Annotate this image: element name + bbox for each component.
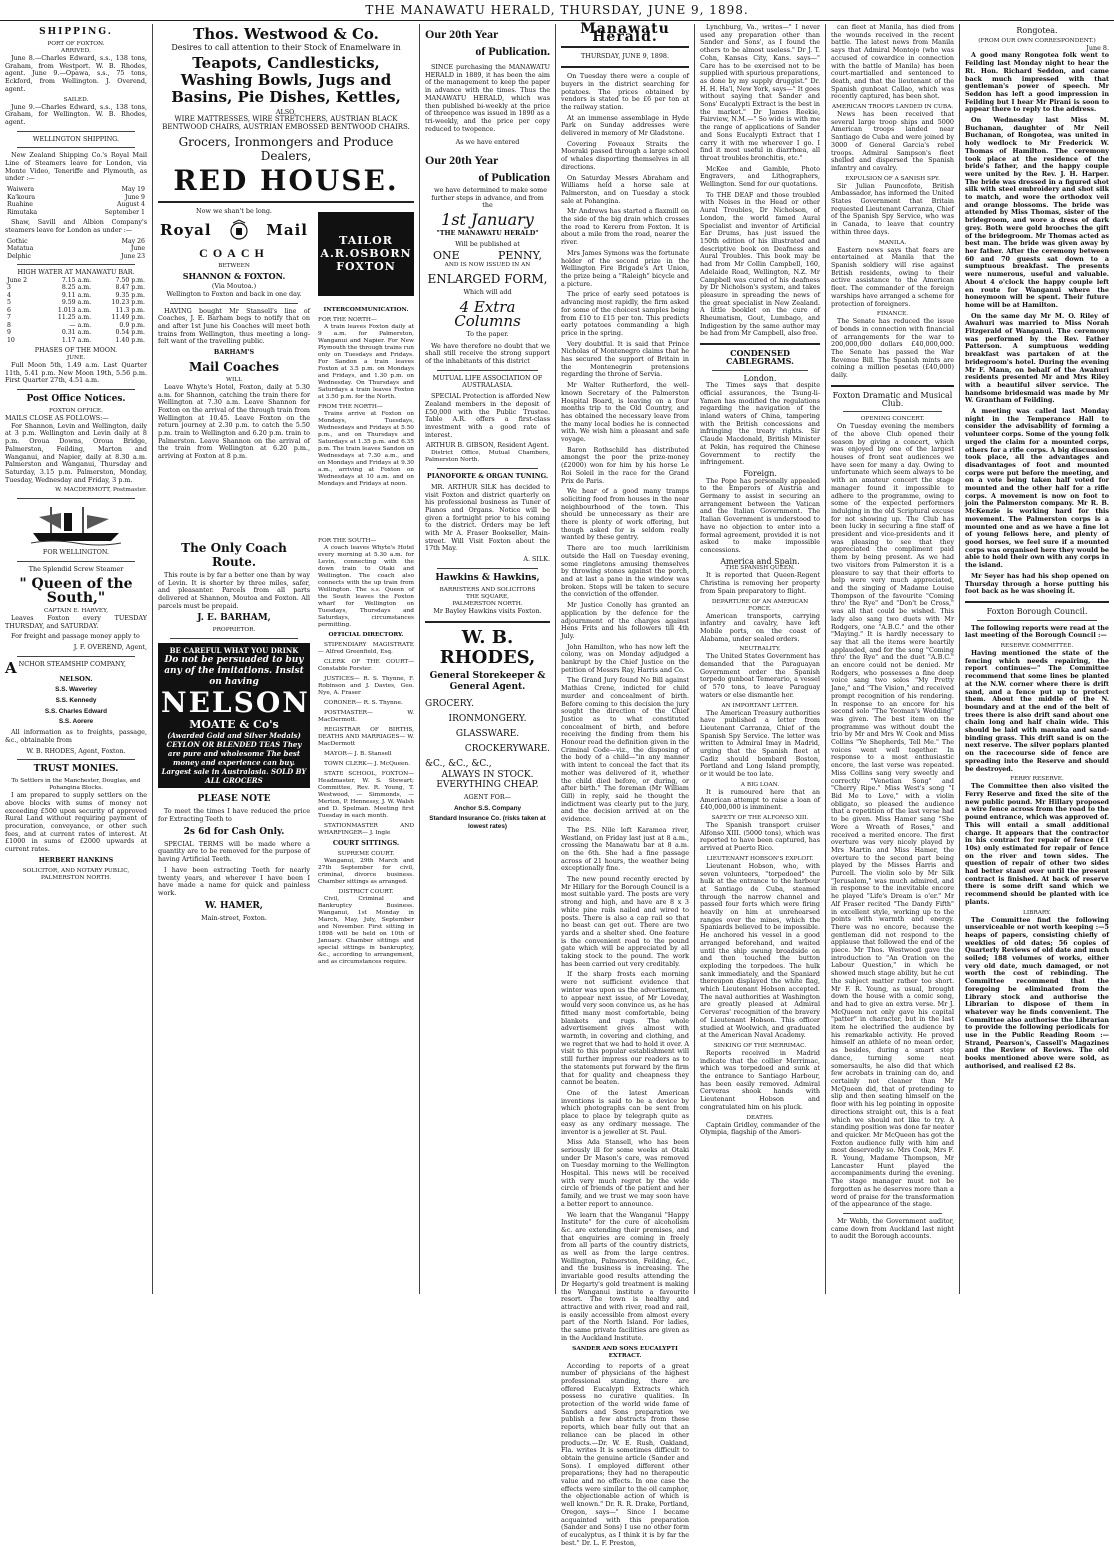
table-row: Delphic June 23	[5, 253, 147, 261]
route-text: This route is by far a better one than by way of Levin. It is shorter by three miles, safer, and pleasanter. Parcels from all parts delivered at Shannon, Moutoa and Foxton. All parcels must be prepaid.	[158, 572, 310, 611]
table-row: 9 0.31 a.m. 0.54 p.m.	[5, 329, 147, 337]
troops-text: News has been received that several large troop ships and 5000 American troops landed near Santiago de Cuba and were joined by 3000 of General Garcia's rebel troops. Admiral Sampson's fleet shelled and dispersed the Spanish infantry and cavalry.	[831, 111, 954, 173]
news-paragraph: Covering Foveaux Straits the Moeraki passed through a large school of whales disporting themselves in all directions.	[561, 141, 689, 172]
red-house-heading: RED HOUSE.	[158, 166, 414, 196]
news-paragraph: On Tuesday there were a couple of buyers in the district searching for potatoes. The prices obtained by vendors is stated to be £6 per ton at the railway station.	[561, 73, 689, 112]
loan-heading: A BIG LOAN.	[700, 782, 820, 789]
published-label: Will be published at	[425, 241, 550, 249]
post-office-sub: FOXTON OFFICE.	[5, 408, 147, 415]
herbert-hankins: HERBERT HANKINS	[5, 857, 147, 865]
determined-text: we have determined to make some further steps in advance, and from the	[425, 187, 550, 210]
deaths-heading: DEATHS.	[700, 1115, 820, 1122]
sailed-label: SAILED.	[5, 97, 147, 104]
nelson-tea-ad: BE CAREFUL WHAT YOU DRINK Do not be persuaded to buy any of the imitations. Insist on having NELSON MOATE & Co's (Awarded Gold and Silver Medals) CEYLON OR BLENDED TEAS They are pure and wholesome The best money and experience can buy. Largest sale in Australasia. SOLD BY ALL GROCERS	[158, 643, 310, 788]
news-paragraph: The P.S. Nile left Karamea river, Westland, on Friday last just at 8 a.m., crossing the Manawatu bar at 8 a.m. on the 6th. She had a fine passage across of 21 hours, the weather being exceptionally fine.	[561, 827, 689, 873]
masthead: THE MANAWATU HERALD, THURSDAY, JUNE 9, 1898.	[0, 0, 1114, 21]
shannon-foxton: SHANNON & FOXTON.	[158, 273, 310, 281]
news-paragraph: We hear of a good many tramps soliciting food from houses in the near neighbourhood of the town. This should be unnecessary as their are there is plenty of work offering, but though asked for is seldom really wanted by these gentry.	[561, 488, 689, 542]
special-text: SPECIAL TERMS will be made where a quantity are to be removed for the purpose of having Artificial Teeth.	[158, 841, 310, 864]
arrived-label: ARRIVED.	[5, 48, 147, 55]
palmerston-label: PALMERSTON NORTH.	[425, 601, 550, 608]
gibson-name: ARTHUR B. GIBSON, Resident Agent.	[425, 442, 550, 450]
rongotea-heading: Rongotea.	[965, 27, 1109, 35]
news-paragraph: The Grand Jury found No Bill against Mathias Crene, indicted for child murder and concealment of birth. Before coming to this decision the jury sought the direction of the Chief Justice as to what constituted concealment of birth, and before receiving the finding from them his Honour read the definition given in the Criminal Code—viz., the disposing of the body of a child—"in any manner with intent to conceal the fact that its mother was delivered of it, whether the child died before, or during, or after birth." The foreman (Mr William Gill) in reply, said he thought the indictment was clearly put to the jury, and the decision arrived at on the evidence.	[561, 677, 689, 823]
news-paragraph: At an immense assemblage in Hyde Park on Sunday addresses were delivered in memory of Mr Gladstone.	[561, 115, 689, 138]
table-row: 10 1.17 a.m. 1.40 p.m.	[5, 337, 147, 345]
entered-label: As we have entered	[425, 139, 550, 147]
herald-title: Manawatu Herald.	[561, 26, 689, 41]
sander-heading: SANDER AND SONS EUCALYPTI EXTRACT.	[561, 1346, 689, 1360]
concert-text: On Tuesday evening the members of the above Club opened their season by giving a concert, which was enjoyed by one of the largest houses of front seat audiences we have seen for many a day. Owing to unfortunate which seem always to be with an amateur concert the stage manager found it impossible to adhere to the programme, owing to some of the expected performers indulging in the old Scriptural excuse for not showing up. The Club has been lucky in securing a fine staff of president and vice-presidents and it was pleasing to see that they appreciated the compliment paid them by being present. As we had two visitors from Palmerston it is a pleasure to say that their efforts to help were very much appreciated, and the singing of Madame Louise Thompson of the favourite "Coming thro' the Rye" and "Don't be Cross," was all that could be wished. This lady also sang two duets with Mr Rodgers, one "A.B.C." and the other "Maying." It is hardly necessary to say that all the items were heartily applauded, and for the song "Coming thro' the Rye" and the duet "A.B.C." an encore could not be denied. Mr Rodgers, who possesses a fine deep voice sang two solos "My Pretty Jane," and "The Vision," and received prompt recognition of his rendering. In response to an encore for his second solo "The Yeoman's Wedding" was given. The best item on the programme was without doubt the trio by Mr and Mrs W. Cook and Miss Collins "Ye Shepherds, Tell Me." The voices went well together. In response to a most enthusiastic encore, the last verse was repeated. Miss Collins sang very sweetly and correctly "Venetian Song" and "Cherry Ripe." Miss West's song "I Bid Me to Love," with a violin obligato, so pleased the audience that a repetition of the last verse had to be given. Miss Hamer sang "She Wore a Wreath of Roses," and received a merited encore. The first overture was very nicely played by Mrs Martin and Miss Hamer, the overture to the second part being played by the Misses Harris and Purcell. The violin solo by Mr Silk "Jerusalem," was much admired, and in response to the inevitable encore he played "Life's Dream is o'er." Mr Alf Fraser recited "The Dandy Fifth" in excellent style, working up to the points with warmth and energy. There was no encore, because the gentleman did not respond to the applause that followed the end of the piece. Mr Thos. Westwood gave the introduction to "An Oration on the Labour Question," in which he showed much stage ability, but he cut the subject matter rather too short. Mr F. R. Young, as usual, brought down the house with a comic song, and had to give an extra verse. Mr J. McQueen not only gave his capital "patter" in character, but in the last item he electrified the audience by his remarkable activity. He proved himself an athlete of no mean order, as besides, during a smart step dance, turning some neat somersaults, he also did that which few acrobats in training can do, and certainly not cleaner than Mr McQueen did, that of pretending to slip and then seating himself on the floor with his leg pointing in opposite directions straight out, this is a feat which we should not like to try. A standing position was done far neater and quicker. Mr McQueen has got the Foxton audience fully with him and most deservedly so. Mrs Cook, Mrs F. R. Young, Madame Thompson, Mr Lancaster Hunt played the accompaniments during the evening. The stage manager must not be forgotten as he deserves more than a word of praise for the transformation of the appearance of the stage.	[831, 423, 954, 1209]
hamer-name: W. HAMER,	[158, 901, 310, 912]
storekeeper-label: General Storekeeper & General Agent.	[425, 671, 550, 693]
of-publication: of Publication.	[425, 44, 550, 58]
having-text: HAVING bought Mr Stansell's line of Coaches, J. E. Barham begs to notify that on and after 1st June his Coaches will meet both trains from Wellington, thus meeting a long-felt want of the travelling public.	[158, 308, 310, 347]
moon-month: JUNE.	[5, 355, 147, 362]
official-directory-heading: OFFICIAL DIRECTORY.	[318, 632, 414, 639]
district-text: Civil, Criminal and Bankruptcy Business. Wanganui, 1st Monday in March, May, July, September and November. First sitting in 1898 will be held on 10th of January. Chamber sittings and special sittings in bankruptcy, &c., according to arrangement, and as circumstances require.	[318, 896, 414, 966]
news-paragraph: We learn that the Wanganui "Happy Institute" for the cure of alcoholism &c. are extending their premises, and that enquiries are coming in freely from all parts of the country districts, as well as from the large centres. Wellington, Palmerston, Feilding, &c., and the business is increasing. The invariable good results attending the Dr Hegarty's gold treatment is making the Wanganui institute a favourite resort. The town is healthy and attractive and with river, road and rail, is easily accessible from almost every part of the North Island. For ladies, the same private facilities are given as in the Auckland Institute.	[561, 1212, 689, 1343]
therefore-text: We have therefore no doubt that we shall still receive the strong support of the inhabitants of this district	[425, 343, 550, 366]
rhodes-heading: W. B. RHODES,	[425, 628, 550, 668]
mcgee-text: McKee and Gamble, Photo Engravers, and Lithographers, Wellington. Send for our quotations.	[700, 166, 820, 189]
of-publication-2: of Publication	[425, 170, 550, 184]
letter-heading: AN IMPORTANT LETTER.	[700, 703, 820, 710]
table-row: Rimutaka September 1	[5, 209, 147, 217]
directory-item: STATIONMASTER AND WHARFINGER— J. Ingle	[318, 823, 414, 837]
district-office: District Office, Mutual Chambers, Palmerston North.	[425, 450, 550, 464]
directory-item: CORONER— R. S. Thynne.	[318, 700, 414, 707]
royal-label: Royal	[160, 227, 212, 235]
directory-item: TOWN CLERK— J. McQueen.	[318, 761, 414, 768]
lower-left-ads	[158, 538, 310, 923]
anchor-company: ANCHOR STEAMSHIP COMPANY,	[5, 661, 147, 669]
news-paragraph: John Hamilton, who has now left the colony, was on Monday adjudged a bankrupt by the Chief Justice on the petition of Messrs Ray, Harris and Co.	[561, 644, 689, 675]
america-heading: America and Spain.	[700, 558, 820, 566]
mail-label: Mail	[266, 227, 308, 235]
bayley-label: Mr Bayley Hawkins visits Foxton.	[425, 608, 550, 616]
directory-item: STATE SCHOOL, FOXTON— Headmaster, W. S. Stewart; Committee, Rev. R. Young, T. Westwood, — Simmonds, — Merton, P. Hennessy, J. W. Walsh and D. Spelman. Meeting first Tuesday in each month.	[318, 771, 414, 820]
moon-text: Full Moon 5th, 1.49 a.m. Last Quarter 11th, 5.41 p.m. New Moon 19th, 5.56 p.m. First Quarter 27th, 4.51 a.m.	[5, 362, 147, 385]
rongotea-paragraph: A meeting was called last Monday night in the Temperance Hall to consider the advisability of forming a volunteer corps. Some of the young folk urged the claim for a mounted corps, others for a rifle corps. A big discussion took place, all the advantages and disadvantages of foot and mounted corps were put before the meeting, and on a vote being taken half voted for mounted and the other half for a rifle corps. A movement is now on foot to join the Palmerston company. Mr R. B. McKenzie is working hard for this movement. The Palmerston corps is a mounted one and as we have a fine lot of young fellows here, and plenty of good horses, we feel sure if a mounted corps was organised here they would be able to hold their own with any corps in the island.	[965, 408, 1109, 570]
nz-shipping-table	[5, 186, 147, 216]
our-20th-year-2: Our 20th Year	[425, 153, 550, 167]
via-label: (Via Moutoa.)	[158, 283, 310, 291]
coach-left	[158, 208, 310, 464]
our-20th-year: Our 20th Year	[425, 27, 550, 41]
column-advertisements	[153, 24, 419, 1294]
inter-text: A train leaves Foxton daily at 9 a.m. for Palmerston, Wanganui and Napier. For New Plymouth the through trains run only on Tuesdays and Fridays. For Sandon a train leaves Foxton at 3.5 p.m. on Mondays and Fridays, and 1.30 p.m. on Wednesday. On Thursdays and Saturdays a train leaves Foxton at 3.50 p.m. for the North.	[318, 324, 414, 401]
barham-name: J. E. BARHAM,	[158, 613, 310, 624]
royal-mail-row	[160, 220, 308, 242]
news-paragraph: The price of early seed potatoes is advancing most rapidly, the firm asked for some of the choicest samples being from £10 to £15 per ton. This predicts early potatoes commanding a high price in the spring.	[561, 291, 689, 337]
news-paragraph: One of the latest American inventions is said to be a device by which photographs can be sent from place to place by telegraph quite as easy as any ordinary message. The inventor is a jeweller at St. Paul.	[561, 1090, 689, 1136]
supreme-court-label: SUPREME COURT.	[318, 851, 414, 858]
sander-continued: Lynchburg, Va., writes—" I never used any preparation other than Sander and Sons', as I found the others to be almost useless." Dr J. T. Cohn, Kansas City, Kans. says—" Care has to be exercised not to be supplied with spurious preparations, as done by my supply druggist." Dr. H. H. Ha'l, New York, says—" It goes without saying that Sander and Sons' Eucalypti Extract is the best in the market." Dr James Reekie, Fairview, N.M.—" So wide is with me the range of applications of Sander and Sons Eucalypti Extract that I carry it with me wherever I go. I find it most useful in diarrhœa, all throat troubles bronchitis, etc."	[700, 24, 820, 163]
library-text: The Committee find the following unserviceable or not worth keeping :—5 heaps of papers, consisting chiefly of weeklies of old dates; 56 copies of Quarterly Reviews of old date and much soiled; 188 volumes of works, either very old date, much damaged, or not worth the cost of rebinding. The Committee recommend that the foregoing be eliminated from the Library stock and authorise the Librarian to dispose of them in whatever way he finds convenient. The Committee also authorise the Librarian to provide the following periodicals for use in the Public Reading Room :—Strand, Pearson's, Cassell's Magazines and the Review of Reviews. The old books mentioned above were sold, as authorised, and realised £2 8s.	[965, 917, 1109, 1071]
shaw-text: Shaw, Savill and Albion Company's steamers leave for London as under :—	[5, 219, 147, 234]
between-label: BETWEEN	[158, 263, 310, 270]
south-text: A coach leaves Whyte's Hotel every morning at 5.30 a.m. for Levin, connecting with the down train to Otaki and Wellington. The coach also connects with the up train from Wellington. The s.s. Queen of the South leaves the Foxton wharf for Wellington on Tuesdays, Thursdays and Saturdays, circumstances permitting.	[318, 545, 414, 629]
barhams-label: BARHAM'S	[158, 349, 310, 357]
square-label: THE SQUARE,	[425, 594, 550, 601]
hobson-heading: LIEUTENANT HOBSON'S EXPLOIT.	[700, 856, 820, 863]
table-row: 4 9.11 a.m. 9.35 p.m.	[5, 292, 147, 300]
standard-label: Standard Insurance Co. (risks taken at lowest rates)	[425, 815, 550, 830]
always-label: ALWAYS IN STOCK.	[425, 772, 550, 780]
column-shipping	[0, 24, 152, 1294]
opening-heading: OPENING CONCERT.	[831, 416, 954, 423]
alfonso-heading: SAFETY OF THE ALFONSO XIII.	[700, 815, 820, 822]
news-paragraph: Mrs James Symons was the fortunate holder of the second prize in the Wellington Fire Brigade's Art Union, the prize being a "Raleigh" bicycle and a picture.	[561, 250, 689, 289]
arrived-text: June 8.—Charles Edward, s.s., 138 tons, Graham, from Westport. W. B. Rhodes, agent. June 9.—Opawa, s.s., 75 tons, Eckford, from Wellington. J. Overend, agent.	[5, 55, 147, 94]
from-north-text: Trains arrive at Foxton on Mondays, Tuesdays, Wednesdays and Fridays at 5.50 p.m., and on Thursdays and Saturdays at 1.35 p.m. and 6.35 p.m. The train leaves Sandon on Wednesdays at 7.30 a.m., and on Mondays and Fridays at 9.30 a.m., arriving at Foxton on Wednesdays at 10 a.m. and on Mondays and Fridays at noon.	[318, 411, 414, 488]
coach-times-text: Leave Whyte's Hotel, Foxton, daily at 5.30 a.m. for Shannon, catching the train there for Wellington at 7.30 a.m. Leave Shannon for Foxton on the arrival of the through train from Wellington at 10.45. Leave Foxton on the return journey at 2.30 p.m. to catch the 5.50 p.m. train to Wellington and 6.20 p.m. train to Palmerston. Leave Shannon on the arrival of the train from Wellington at 6.20 p.m., arriving at Foxton at 8 p.m.	[158, 384, 310, 461]
table-row: 7 11.25 a.m. 11.49 p.m.	[5, 314, 147, 322]
column-rongotea	[960, 24, 1114, 1294]
shipping-heading: SHIPPING.	[5, 27, 147, 38]
force-heading: DEPARTURE OF AN AMERICAN FORCE.	[700, 599, 820, 613]
one-label: ONE	[433, 252, 460, 260]
please-note-heading: PLEASE NOTE	[158, 794, 310, 805]
overend-agent: J. F. OVEREND, Agent,	[5, 644, 147, 652]
council-text: The following reports were read at the last meeting of the Borough Council :—	[965, 625, 1109, 640]
now-label: Now we shan't be long.	[158, 208, 310, 216]
also-label: ALSO,	[158, 109, 414, 117]
news-paragraph: There are too much larrikinism outside the Hall on Tuesday evening, some ringletons amusing themselves by throwing stones against the porch, and at last a pane in the window was broken. Steps will be taken to secure the conviction of the offender.	[561, 545, 689, 599]
tide-heading: HIGH WATER AT MANAWATU BAR.	[5, 269, 147, 277]
trust-monies-heading: TRUST MONIES.	[5, 764, 147, 775]
news-paragraph: If the sharp frosts each morning were not sufficient evidence that winter was upon us the advertisement, to appear next issue, of Mr Loveday, would very soon convince us, as he has fitted many most comfortable, being blankets and rugs. The whole advertisement gives almost with warmth, in covering and clothing, and we regret that we had to hold it over. A visit to this popular establishment will still further impress our readers as to the statements put forward by the firm that for quality and cheapness they cannot be beaten.	[561, 971, 689, 1087]
manila-heading: MANILA.	[831, 240, 954, 247]
column-cablegrams	[695, 24, 825, 1294]
neutrality-heading: NEUTRALITY.	[700, 646, 820, 653]
nz-shipping-text: New Zealand Shipping Co.'s Royal Mail Line of Steamers leave for London, via Monte Video, Teneriffe and Plymouth, as under :—	[5, 152, 147, 183]
ship-waverley: S.S. Waverley	[5, 686, 147, 694]
shaw-table	[5, 238, 147, 261]
list-item: GLASSWARE.	[425, 727, 550, 742]
price-label: 2s 6d for Cash Only.	[158, 827, 310, 838]
correspondent-label: (FROM OUR OWN CORRESPONDENT.)	[965, 38, 1109, 45]
captain-label: CAPTAIN E. HARVEY,	[5, 608, 147, 615]
finance-text: The Senate has reduced the issue of bonds in connection with financial of arrangements for the war to 200,000,000 dollars £40,000,000. The Senate has passed the War Revenue Bill. The Spanish mints are coining a million pesetas (£40,000) daily.	[831, 318, 954, 380]
manila-text: Eastern news says that fears are entertained at Manila that the Spanish soldiery will rise against British residents, owing to their active assistance to the American fleet. The commander of the foreign warships have arranged a scheme for protection of foreigners.	[831, 247, 954, 309]
intercommunication-heading: INTERCOMMUNICATION.	[318, 307, 414, 314]
wellington-in-label: Wellington to Foxton and back in one day.	[158, 291, 310, 299]
table-row: Ruahine August 4	[5, 201, 147, 209]
news-paragraph: Mr Justice Conolly has granted an application by the defence for the adjournment of the charges against Hens Frits and his followers till 4th July.	[561, 602, 689, 641]
london-text: The Times says that despite official assurances, the Tsung-li-Yamen has modified the regulations regarding the navigation of the inland waters of China, tampering with the British concessions and infringing the treaty rights. Sir Claude Macdonald, British Minister at Pekin, has required the Chinese Government to rectify the infringement.	[700, 382, 820, 467]
leaves-text: Leaves Foxton every TUESDAY THURSDAY, and SATURDAY.	[5, 615, 147, 630]
splendid-label: The Splendid Screw Steamer	[5, 566, 147, 574]
drop-cap: A	[5, 661, 17, 676]
mutual-text: SPECIAL Protection is afforded New Zealand members in the deposit of £50,000 with the Public Trustee. Table A.R. offers a first-class investment with a good rate of interest.	[425, 393, 550, 439]
everything-label: EVERYTHING CHEAP.	[425, 782, 550, 790]
first-january: 1st January	[425, 213, 550, 227]
wellington-shipping-heading: WELLINGTON SHIPPING.	[5, 136, 147, 144]
hawkins-heading: Hawkins & Hawkins,	[425, 573, 550, 584]
which-label: Which will add	[425, 289, 550, 297]
neutrality-text: The United States Government has demanded that the Paraguayan Government order the Spanish torpedo gunboat Temerario, a vessel of 570 tons, to leave Paraguay waters or else dismantle her.	[700, 653, 820, 699]
foreign-text: The Pope has personally appealed to the Emperors of Austria and Germany to assist in securing an arrangement between the Vatican and the Italian Government. The Italian Government is understood to have no objection to enter into a formal agreement, provided it is not asked to make impossible concessions.	[700, 478, 820, 555]
penny-label: PENNY,	[498, 252, 542, 260]
force-text: American transports, carrying infantry and cavalry, have left Mobile ports, on the coast of Alabama, under sealed orders.	[700, 613, 820, 644]
desires-text: Desires to call attention to their Stock of Enamelware in	[158, 44, 414, 52]
letter-text: The American Treasury authorities have published a letter from Lieutenant Carranza, Chief of the Spanish Spy Service. The letter was written to Admiral Imay in Madrid, urging that the Spanish fleet at Cadiz should bombard Boston, Portland and Long Island promptly, or it would be too late.	[700, 710, 820, 779]
post-office-heading: Post Office Notices.	[5, 394, 147, 405]
table-row: Gothic May 26	[5, 238, 147, 246]
merrimac-text: Reports received in Madrid indicate that the collier Merrimac, which was torpedoed and sunk at the entrance to Santiago Harbour, has been easily removed. Admiral Cerveras shook hands with Lieutenant Hobson and congratulated him on his pluck.	[700, 1050, 820, 1112]
mail-coaches-heading: Mail Coaches	[158, 360, 310, 374]
district-court-label: DISTRICT COURT.	[318, 889, 414, 896]
rhodes-agent: W. B. RHODES, Agent, Foxton.	[5, 748, 147, 756]
lower-ads	[158, 538, 414, 1098]
supreme-text: Wanganui, 29th March and 27th September for civil, criminal, divorce business. Chamber sittings as arranged.	[318, 858, 414, 886]
trust-text: I am prepared to supply settlers on the above blocks with sums of money not exceeding £500 upon security of approved Rural Land without requiring payment of procuration, conveyance, or other such fees, and at current rates of interest. At £1000 in sums of £2000 upwards at current rates.	[5, 792, 147, 854]
library-heading: LIBRARY.	[965, 910, 1109, 917]
nelson-label: NELSON.	[5, 676, 147, 684]
silk-name: A. SILK.	[425, 556, 550, 564]
ferry-heading: FERRY RESERVE.	[965, 776, 1109, 783]
rongotea-paragraph: On the same day Mr M. O. Riley of Awahuri was married to Miss Norah Fitzgerald of Wanganui. The ceremony was performed by the Rev. Father Patterson. A sumptuous wedding breakfast was partaken of at the bridegroom's hotel. During the evening Mr F. Mann, on behalf of the Awahuri residents presented Mr and Mrs Riley with a beautiful silver service. The handsome bridesmaid was made by Mr W. Grantham of Feilding.	[965, 313, 1109, 405]
table-row: 8 — a.m. 0.9 p.m.	[5, 322, 147, 330]
queen-heading: THE SPANISH QUEEN.	[700, 565, 820, 572]
extra-columns: 4 Extra Columns	[425, 300, 550, 328]
sander-text: According to reports of a great number of physicians of the highest professional standing, there are offered Eucalypti Extracts which possess no curative qualities. In protection of the world wide fame of Sanders and Sons preparation we publish a few abstracts from these reports, which bear fully out that an reliance can be placed in other products.—Dr. W. E. Rush, Oakland, Fla. writes It is sometimes difficult to obtain the genuine article (Sander and Sons). I employed different other preparations; they had no therapeutic value and no effects. In one case the effects were similar to the oil camphor, the objectionable action of which is well known." Dr. R. R. Drake, Portland, Oregon, says—" Since I became acquainted with this preparation (Sander and Sons) I use no other form of eucalyptus, as I think it is by far the best." Dr. L. F. Preston,	[561, 1363, 689, 1547]
queen-text: It is reported that Queen-Regent Christina is removing her property from Spain preparatory to flight.	[700, 572, 820, 595]
wire-text: WIRE MATTRESSES, WIRE STRETCHERS, AUSTRIAN BLACK BENTWOOD CHAIRS, AUSTRIAN EMBOSSED BENTWOOD CHAIRS.	[158, 116, 414, 131]
will-label: WILL	[158, 377, 310, 384]
barristers-label: BARRISTERS AND SOLICITORS	[425, 587, 550, 594]
column-concert	[826, 24, 959, 1294]
solicitor-label: SOLICITOR, AND NOTARY PUBLIC, PALMERSTON NORTH.	[5, 868, 147, 882]
troops-heading: AMERICAN TROOPS LANDED IN CUBA.	[831, 104, 954, 111]
hamer-address: Main-street, Foxton.	[158, 915, 310, 923]
from-north-label: FROM THE NORTH—	[318, 404, 414, 411]
table-row: Ka'koura June 9	[5, 194, 147, 202]
postmaster-sign: W. MACDERMOTT, Postmaster.	[5, 487, 147, 494]
table-row: 5 9.59 a.m. 10.23 p.m.	[5, 299, 147, 307]
list-item: CROCKERYWARE.	[425, 742, 550, 757]
coach-section	[158, 208, 414, 538]
table-row: Matatua June	[5, 245, 147, 253]
to-paper-label: To the paper.	[425, 331, 550, 339]
directory-item: POSTMASTER— W. MacDermott.	[318, 710, 414, 724]
table-row: Waiwera May 19	[5, 186, 147, 194]
hobson-text: Lieutenant Hobson, who, with seven volunteers, "torpedoed" the hulk at the entrance to the harbour at Santiago de Cuba, steamed through the narrow channel and passed four forts which were firing heavily on him at unrehearsed ranges over the mines, which the Spaniards believed to be impossible. He anchored his vessel in a good arranged beforehand, and waited until the ship swung broadside on and then touched the button exploding the torpedoes. The hulk sank immediately, and the Spaniard thereupon displayed the white flag, which Lieutenant Hobson accepted. The naval authorities at Washington are greatly pleased at Admiral Cerveras' recognition of the bravery of Lieutenant Hobson. This officer studied at Woolwich, and graduated at the American Naval Academy.	[700, 863, 820, 1040]
news-paragraph: On Saturday Messrs Abraham and Williams held a horse sale at Palmerston, and on Tuesday a stock sale at Pohangina.	[561, 175, 689, 206]
foreign-heading: Foreign.	[700, 470, 820, 478]
post-office-text: For Shannon, Levin and Wellington, daily at 3 p.m. Wellington and Levin daily at 8 p.m. Oroua Downs, Oroua Bridge, Palmerston, Feilding, Marton and Wanganui, and Napier, daily at 8.30 a.m. Palmerston and Wanganui, Thursday and Saturday, 3.15 p.m. Palmerston, Monday, Tuesday, Wednesday and Friday, 3 p.m.	[5, 423, 147, 485]
tailor-block: TAILOR A.R.OSBORN FOXTON	[318, 212, 414, 296]
merrimac-heading: SINKING OF THE MERRIMAC.	[700, 1043, 820, 1050]
cablegrams-heading: CONDENSED CABLEGRAMS.	[700, 350, 820, 365]
expulsion-heading: EXPULSION OF A SANISH SPY.	[831, 176, 954, 183]
coach-label: COACH	[158, 246, 310, 260]
anchor-label: Anchor S.S. Company	[425, 805, 550, 813]
list-item: IRONMONGERY.	[425, 712, 550, 727]
deaf-text: To THE DEAF and those troubled with Noises in the Head or other Aural Troubles, Dr Nicholson, of London, the world famed Aural Specialist and inventor of Artificial Ear Drums, has just issued the 150th edition of his illustrated and descriptive book on Deafness and Aural Troubles. This book may be had from Mr Collin Campbell, 160, Adelaide Road, Wellington, N.Z. Mr Campbell was cured of his deafness by Dr Nicholson's system, and takes pleasure in spreading the news of the great specialist in New Zealand. A little booklet on the cure of Rheumatism, Gout, Lumbago, and Indigestion by the same author may be had from Mr Campbell, also free.	[700, 192, 820, 338]
goods-list	[425, 697, 550, 772]
only-coach-heading: The Only Coach Route.	[158, 541, 310, 569]
table-row: 6 1.013 a.m. 11.3 p.m.	[5, 307, 147, 315]
proprietor-label: PROPRIETOR.	[158, 627, 310, 634]
table-row: 3 8.25 a.m. 8.47 p.m.	[5, 284, 147, 292]
deaths-text: Captain Gridley, commander of the Olympia, flagship of the Ameri-	[700, 1122, 820, 1137]
council-heading: Foxton Borough Council.	[965, 608, 1109, 616]
rongotea-paragraph: Mr Seyer has had his shop opened on Thursday through a horse putting his foot back as he was shoeing it.	[965, 573, 1109, 596]
trust-sub: To Settlers in the Manchester, Douglas, and Pohangina Blocks.	[5, 778, 147, 792]
news-paragraph: Mr Walter Rutherford, the well-known Secretary of the Palmerston Hospital Board, is leaving on a four months trip to the Old Country, and has obtained the necessary leave from the many local bodies he is connected with. We wish him a pleasant and safe voyage.	[561, 382, 689, 444]
herald-label: "THE MANAWATU HERALD"	[425, 230, 550, 238]
moon-heading: PHASES OF THE MOON.	[5, 347, 147, 355]
directory-column	[318, 538, 414, 969]
london-heading: London.	[700, 375, 820, 383]
rongotea-paragraph: A good many Rongotea folk went to Feilding last Monday night to hear the Rt. Hon. Richard Seddon, and came back much impressed with that gentleman's power of speech. Mr Seddon has left a good impression in Feilding but I hear Mr Pirani is soon to appear there to reply to the address.	[965, 52, 1109, 114]
silk-text: MR. ARTHUR SILK has decided to visit Foxton and district quarterly on his professional business as Tuner of Pianos and Organs. Notice will be given a fortnight prior to his coming to the district. Orders may be left with Mr A. Fraser Bookseller, Main-street. Will Visit Foxton about the 17th May.	[425, 484, 550, 553]
finance-heading: FINANCE.	[831, 311, 954, 318]
coat-of-arms-icon	[227, 220, 251, 242]
info-text: All information as to freights, passage, &c., obtainable from	[5, 729, 147, 744]
teapots-heading: Teapots, Candlesticks, Washing Bowls, Jugs and Basins, Pie Dishes, Kettles,	[158, 55, 414, 106]
column-publication	[420, 24, 555, 1294]
please-text: To meet the times I have reduced the price for Extracting Teeth to	[158, 808, 310, 823]
reserve-text: Having mentioned the state of the fencing which needs repairing, the report continues—" The Committee recommend that some lines be planted at the N.W. corner where there is drift sand, and a fence put up to protect them. About the middle of the N. boundary and at the end of the belt of trees there is also drift sand about one chain long and half chain wide. This should be laid with manuka and sand-binding grass. This drift sand is on the next reserve. The silver poplars planted on the racecourse side of fence are spreading into the Reserve and should be destroyed.	[965, 650, 1109, 773]
directory-item: REGISTRAR OF BIRTHS, DEATHS AND MARRIAGES— W. MacDermott	[318, 727, 414, 748]
table-row: June 2 7.15 a.m. 7.50 p.m.	[5, 277, 147, 285]
ferry-text: The Committee then also visited the Ferry Reserve and fixed the site of the new public pound. Mr Hillary proposed a wire fence across from the road to the pound entrance, which was approved of. This will entail a small additional charge. It appears that the contractor in his contract for repair of fence (£1 10s) only estimated for repair of fence on the river and town sides. The question of repair of other two sides had better stand over until the present contract is finished. At back of reserve there is some drift sand which we recommend should be planted with ice plants.	[965, 783, 1109, 906]
enlarged-form: ENLARGED FORM,	[425, 272, 550, 286]
loan-text: It is rumoured here that an American attempt to raise a loan of £40,000,000 is imminent.	[700, 789, 820, 812]
directory-item: CLERK OF THE COURT— Constable Forster.	[318, 659, 414, 673]
sailed-text: June 9.—Charles Edward, s.s., 138 tons, Graham, for Wellington. W. B. Rhodes, agent.	[5, 104, 147, 127]
webb-text: Mr Webb, the Government auditor, came down from Auckland last night to audit the Borough accounts.	[831, 1218, 954, 1241]
tide-table	[5, 277, 147, 345]
club-heading: Foxton Dramatic and Musical Club.	[831, 392, 954, 407]
steamship-icon	[31, 503, 121, 545]
agent-for-label: AGENT FOR—	[425, 794, 550, 802]
list-item: &C., &C., &C.,	[425, 757, 550, 772]
ship-aorere: S.S. Aorere	[5, 718, 147, 726]
directory-item: STIPENDIARY MAGISTRATE— Alfred Greenfield, Esq.	[318, 642, 414, 656]
editorial-date: THURSDAY, JUNE 9, 1898.	[561, 53, 689, 61]
column-editorial	[556, 24, 694, 1294]
since-text: SINCE purchasing the MANAWATU HERALD in 1889, it has been the aim of the management to keep the paper in advance with the times. Thus the MANAWATU HERALD, which was then published bi-weekly at the price of threepence was issued in 1890 as a tri-weekly, and the price per copy reduced to twopence.	[425, 64, 550, 133]
directory-item: MAYOR— J. B. Stansell	[318, 751, 414, 758]
court-sittings-heading: COURT SITTINGS.	[318, 840, 414, 848]
for-wellington-heading: FOR WELLINGTON.	[5, 549, 147, 557]
queen-of-the-south: " Queen of the South,"	[5, 577, 147, 605]
mutual-heading: MUTUAL LIFE ASSOCIATION OF AUSTRALASIA.	[425, 375, 550, 390]
westwood-heading: Thos. Westwood & Co.	[158, 27, 414, 41]
freight-text: For freight and passage money apply to	[5, 633, 147, 641]
for-south-label: FOR THE SOUTH—	[318, 538, 414, 545]
news-paragraph: The new pound recently erected by Mr Hillary for the Borough Council is a most suitable yard. The posts are very strong and high, and have are 8 x 3 white pine rails nailed and wired to posts. There is also a cap rail so that no beast can get out. There are two yards and a shelter shed. One feature is the convenient road to the pound gate which will be appreciated by all taking stock to the pound. The work has been carried out very creditably.	[561, 876, 689, 968]
news-paragraph: Baron Rothschild has distributed amongst the poor the prize-money (£2000) won for him by his horse Le Roi Soleil in the race for the Grand Prix de Paris.	[561, 447, 689, 486]
directory-item: JUSTICES— R. S. Thynne, F. Robinson and J. Davies, Geo. Nye, A. Fraser	[318, 676, 414, 697]
extracting-text: I have been extracting Teeth for nearly twenty years, and wherever I have been I have made a name for quick and painless work.	[158, 867, 310, 898]
issued-label: AND IS NOW ISSUED IN AN	[425, 262, 550, 269]
rongotea-paragraph: On Wednesday last Miss M. Buchanan, daughter of Mr Neil Buchanan, of Rongotea, was united in holy wedlock to Mr Frederick W. Thomas of Hamilton. The ceremony took place at the residence of the bride's father, and the happy couple were united by the Rev. J. H. Harper. The bride was dressed in a figured shot silk with steel embroidery and shot silk to match, and wore the orthodox veil and orange blossoms. The bride was attended by Miss Thomas, sister of the bridegroom, and wore a dress of dark grey. Both were gold brooches the gift of the bridegroom. Mr Thomas acted as best man. The bride was given away by her father. After the ceremony between 60 and 70 guests sat down to a sumptuous breakfast. The presents were numerous, useful and valuable. About 4 o'clock the happy couple left en route for Wanganui where the honeymoon will be spent. Their future home will be at Hamilton.	[965, 117, 1109, 310]
list-item: GROCERY.	[425, 697, 550, 712]
ship-kennedy: S.S. Kennedy	[5, 697, 147, 705]
reserve-heading: RESERVE COMMITTEE.	[965, 643, 1109, 650]
for-north-label: FOR THE NORTH—	[318, 317, 414, 324]
deaths-continued: can fleet at Manila, has died from the wounds received in the recent battle. The latest news from Manila says that Admiral Montojo (who was accused of cowardice in connection with the battle of Manila) has been court-martialled and sentenced to death, and that the lieutenant of the Spanish gunboat Callao, which was recently captured, has been shot.	[831, 24, 954, 101]
mails-close-label: MAILS CLOSE AS FOLLOWS:—	[5, 415, 147, 423]
ship-charles-edward: S.S. Charles Edward	[5, 708, 147, 716]
news-paragraph: Miss Ada Stansell, who has been seriously ill for some weeks at Otaki under Dr Mason's care, was removed on Tuesday morning to the Wellington Hospital. This news will be received with very much regret by the wide circle of friends of the patient and her family, and we trust we may soon have a better report to announce.	[561, 1139, 689, 1208]
port-heading: PORT OF FOXTON.	[5, 41, 147, 48]
piano-heading: PIANOFORTE & ORGAN TUNING.	[425, 473, 550, 481]
rongotea-date: June 8.	[965, 45, 1109, 53]
alfonso-text: The Spanish transport cruiser Alfonso XIII. (5000 tons), which was reported to have been captured, has arrived at Puerto Rico.	[700, 822, 820, 853]
grocers-heading: Grocers, Ironmongers and Produce Dealers,	[158, 135, 414, 163]
intercommunication	[318, 304, 414, 491]
expulsion-text: Sir Julian Pauncefote, British Ambassador, has informed the United States Government that Britain requested Lieutenant Carranza, Chief of the Spanish Spy Service, who was in Canada, to leave that country within three days.	[831, 183, 954, 237]
news-paragraph: Mr Andrews has started a flaxmill on the side of the big drain which crosses the road to Kereru from Foxton. It is about a mile from the road, nearer the river.	[561, 208, 689, 247]
news-paragraph: Very doubtful. It is said that Prince Nicholas of Montenegro claims that he has secured the support of Britain in the Montenegrin pretensions regarding the throne of Servia.	[561, 341, 689, 380]
one-penny-row	[433, 252, 542, 260]
